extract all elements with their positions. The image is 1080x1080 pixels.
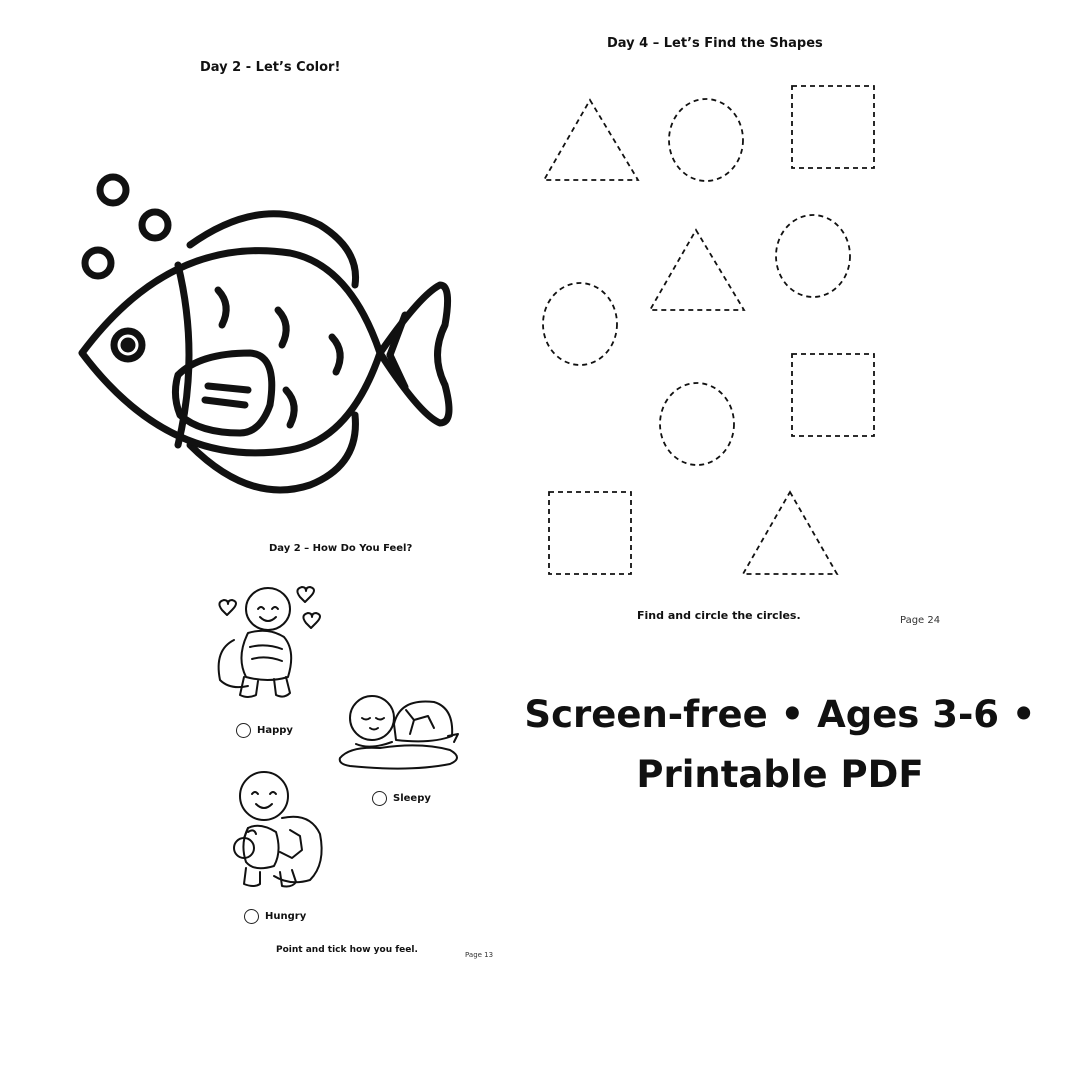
option-label: Hungry	[265, 911, 307, 922]
fish-icon	[60, 165, 520, 565]
option-happy[interactable]	[236, 723, 293, 738]
option-label: Happy	[257, 725, 293, 736]
shapes-page-number: Page 24	[900, 615, 941, 626]
shapes-page-title: Day 4 – Let’s Find the Shapes	[607, 36, 823, 51]
option-sleepy[interactable]	[372, 791, 431, 806]
triangle-shape	[544, 100, 638, 180]
circle-shape	[543, 283, 617, 365]
tick-circle[interactable]	[372, 791, 387, 806]
shapes-instruction: Find and circle the circles.	[637, 609, 801, 622]
promo-line-2: Printable PDF	[636, 753, 924, 796]
feelings-instruction: Point and tick how you feel.	[276, 945, 418, 955]
square-shape	[549, 492, 631, 574]
circle-shape	[660, 383, 734, 465]
feelings-page-number: Page 13	[465, 951, 494, 959]
circle-shape	[776, 215, 850, 297]
triangle-shape	[743, 492, 837, 574]
tick-circle[interactable]	[236, 723, 251, 738]
square-shape	[792, 354, 874, 436]
happy-turtle-icon	[208, 585, 328, 705]
triangle-shape	[650, 230, 744, 310]
square-shape	[792, 86, 874, 168]
option-hungry[interactable]	[244, 909, 306, 924]
promo-line-1: Screen-free • Ages 3-6 •	[524, 693, 1036, 736]
coloring-page-title: Day 2 - Let’s Color!	[200, 60, 341, 75]
tick-circle[interactable]	[244, 909, 259, 924]
hungry-turtle-icon	[220, 768, 330, 893]
sleepy-turtle-icon	[336, 688, 466, 778]
option-label: Sleepy	[393, 793, 431, 804]
shapes-worksheet	[540, 84, 900, 584]
circle-shape	[669, 99, 743, 181]
feelings-page-title: Day 2 – How Do You Feel?	[269, 543, 413, 554]
